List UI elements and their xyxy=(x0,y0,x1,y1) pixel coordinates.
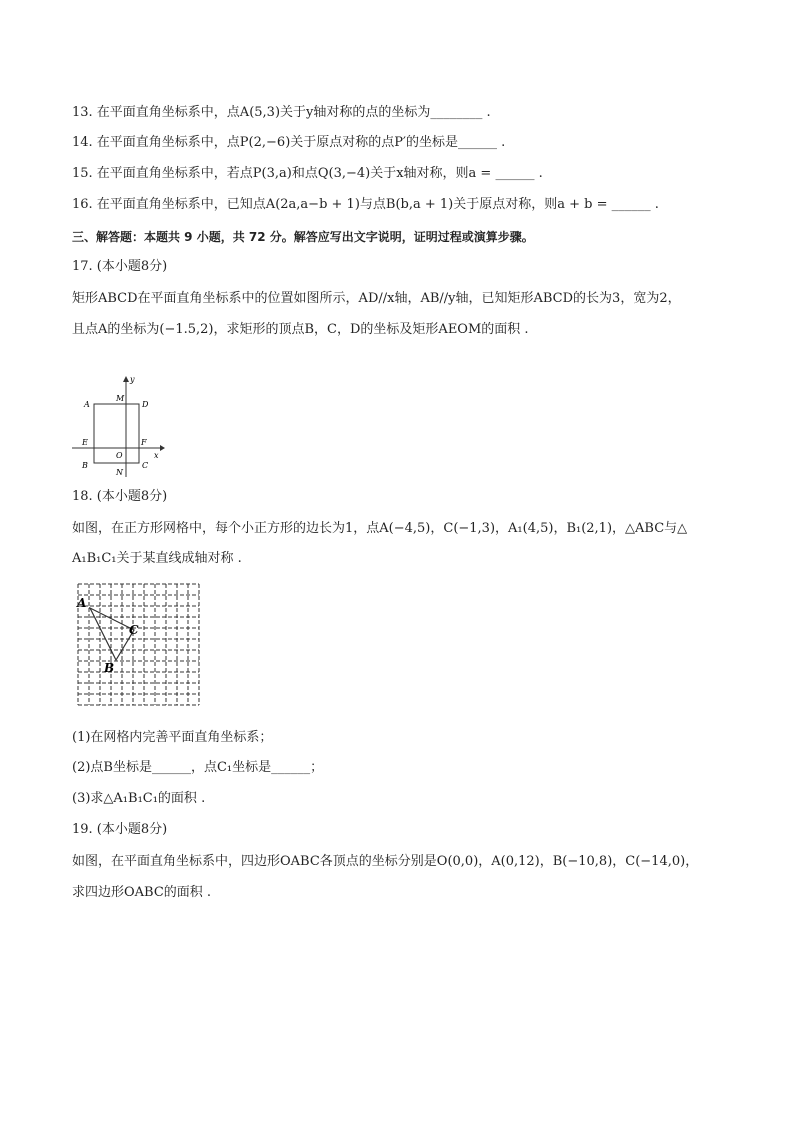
q18-part2: (2)点B坐标是______，点C₁坐标是______； xyxy=(72,760,324,775)
q17-text-line2: 且点A的坐标为(−1.5,2)，求矩形的顶点B，C，D的坐标及矩形AEOM的面积 . xyxy=(72,322,529,337)
dashed-grid xyxy=(78,584,199,705)
question-14: 14. 在平面直角坐标系中，点P(2,−6)关于原点对称的点P′的坐标是______ . xyxy=(72,135,506,150)
q18-part3: (3)求△A₁B₁C₁的面积 . xyxy=(72,791,206,806)
label-e: E xyxy=(82,438,88,447)
label-c: C xyxy=(129,623,139,637)
q18-grid-figure xyxy=(74,580,208,714)
q18-text-line1: 如图，在正方形网格中，每个小正方形的边长为1，点A(−4,5)，C(−1,3)，A₁(4,5)，B₁(2,1)，△ABC与△ xyxy=(72,521,688,536)
label-y: y xyxy=(130,375,135,384)
label-c: C xyxy=(142,461,149,470)
x-axis-arrow xyxy=(160,445,165,451)
label-o: O xyxy=(116,451,123,460)
triangle-abc xyxy=(90,608,134,660)
label-a: A xyxy=(77,596,87,610)
question-16: 16. 在平面直角坐标系中，已知点A(2a,a−b + 1)与点B(b,a + 1)关于原点对称，则a + b = ______ . xyxy=(72,197,659,212)
label-f: F xyxy=(141,438,147,447)
q19-header: 19. (本小题8分) xyxy=(72,822,168,837)
label-b: B xyxy=(82,461,88,470)
q18-header: 18. (本小题8分) xyxy=(72,489,168,504)
section-3-heading: 三、解答题：本题共 9 小题，共 72 分。解答应写出文字说明，证明过程或演算步骤。 xyxy=(72,230,534,244)
label-m: M xyxy=(116,394,125,403)
q19-text-line2: 求四边形OABC的面积 . xyxy=(72,885,212,900)
label-n: N xyxy=(116,468,123,477)
q17-text-line1: 矩形ABCD在平面直角坐标系中的位置如图所示，AD//x轴，AB//y轴，已知矩形ABCD的长为3，宽为2， xyxy=(72,291,681,306)
label-a: A xyxy=(84,400,90,409)
label-b: B xyxy=(104,661,115,675)
q17-rectangle-figure xyxy=(70,374,166,478)
q18-part1: (1)在网格内完善平面直角坐标系； xyxy=(72,730,273,745)
y-axis-arrow xyxy=(123,376,129,382)
q17-header: 17. (本小题8分) xyxy=(72,259,168,274)
question-13: 13. 在平面直角坐标系中，点A(5,3)关于y轴对称的点的坐标为________ . xyxy=(72,105,491,120)
q18-text-line2: A₁B₁C₁关于某直线成轴对称 . xyxy=(72,551,242,566)
label-d: D xyxy=(142,400,149,409)
q19-text-line1: 如图，在平面直角坐标系中，四边形OABC各顶点的坐标分别是O(0,0)，A(0,12)，B(−10,8)，C(−14,0)， xyxy=(72,854,699,869)
label-x: x xyxy=(154,451,159,460)
question-15: 15. 在平面直角坐标系中，若点P(3,a)和点Q(3,−4)关于x轴对称，则a = ______ . xyxy=(72,166,543,181)
